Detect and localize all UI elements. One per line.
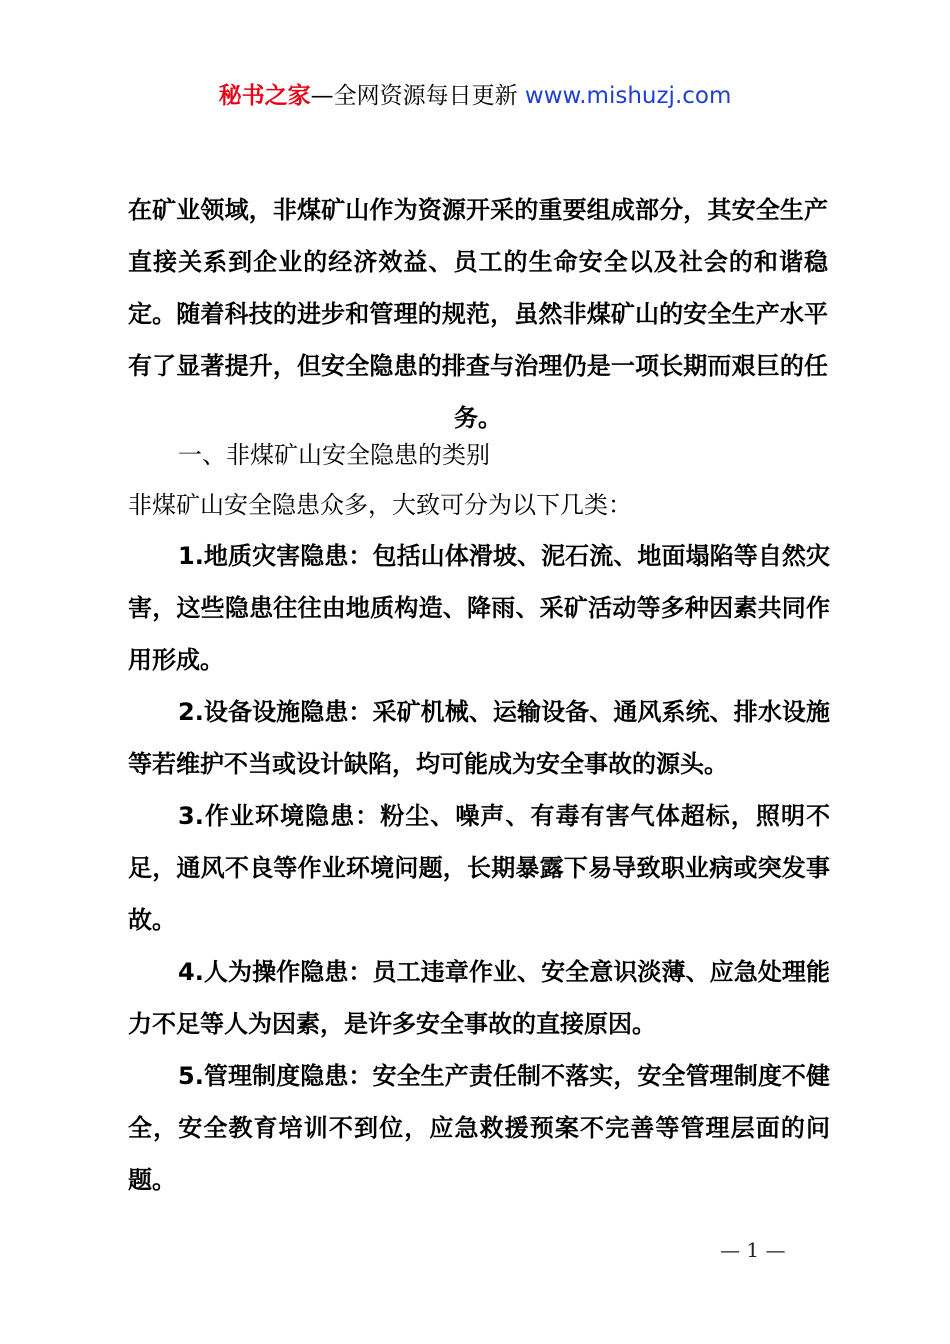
intro-paragraph: 在矿业领域，非煤矿山作为资源开采的重要组成部分，其安全生产直接关系到企业的经济效益、员工的生命安全以及社会的和谐稳定。随着科技的进步和管理的规范，虽然非煤矿山的安全生产水平有了显著提升，但安全隐患的排查与治理仍是一项长期而艰巨的任务。 (128, 196, 828, 432)
page-number: — 1 — (720, 1238, 786, 1262)
header-tagline: —全网资源每日更新 (310, 83, 518, 109)
site-header (0, 78, 950, 114)
section-heading: 一、非煤矿山安全隐患的类别 (178, 441, 490, 469)
hazard-item-management: 5.管理制度隐患：安全生产责任制不落实，安全管理制度不健全，安全教育培训不到位，应急救援预案不完善等管理层面的问题。 (128, 1062, 830, 1194)
hazard-list (128, 530, 830, 1206)
hazard-item-environment: 3.作业环境隐患：粉尘、噪声、有毒有害气体超标，照明不足，通风不良等作业环境问题，长期暴露下易导致职业病或突发事故。 (128, 802, 830, 934)
hazard-item-equipment: 2.设备设施隐患：采矿机械、运输设备、通风系统、排水设施等若维护不当或设计缺陷，均可能成为安全事故的源头。 (128, 698, 830, 778)
section-lead-text: 非煤矿山安全隐患众多，大致可分为以下几类： (128, 491, 632, 519)
site-url-link[interactable]: www.mishuzj.com (524, 83, 732, 109)
hazard-item-geological: 1.地质灾害隐患：包括山体滑坡、泥石流、地面塌陷等自然灾害，这些隐患往往由地质构造、降雨、采矿活动等多种因素共同作用形成。 (128, 542, 830, 674)
brand-name: 秘书之家 (218, 83, 311, 109)
hazard-item-human-operation: 4.人为操作隐患：员工违章作业、安全意识淡薄、应急处理能力不足等人为因素，是许多安全事故的直接原因。 (128, 958, 830, 1038)
